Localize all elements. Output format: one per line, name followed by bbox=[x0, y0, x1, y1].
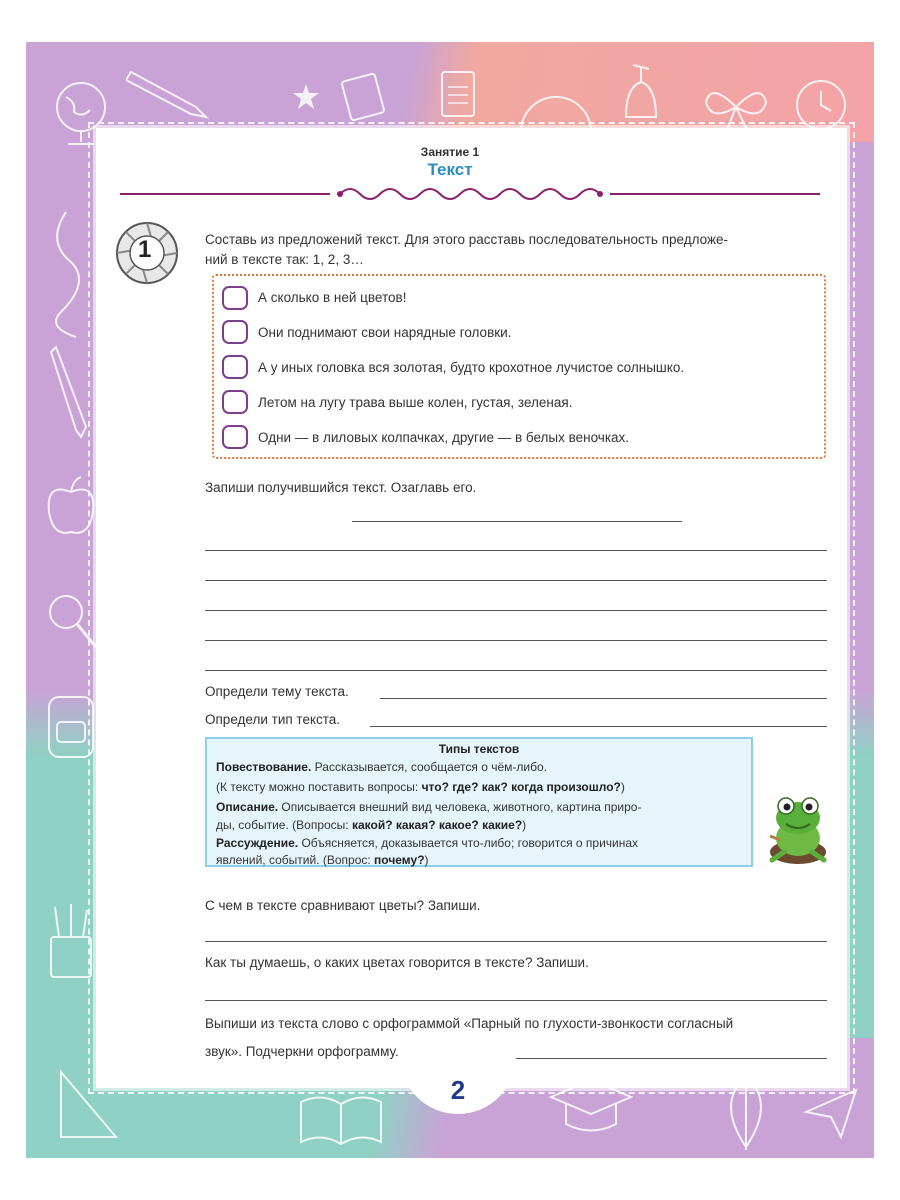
order-box-3[interactable] bbox=[222, 355, 248, 379]
theme-answer-line[interactable] bbox=[380, 698, 827, 699]
lesson-title: Текст bbox=[427, 160, 473, 179]
answer-line[interactable] bbox=[205, 580, 827, 581]
task-instruction-line2: ний в тексте так: 1, 2, 3… bbox=[205, 252, 364, 267]
calculator-icon bbox=[434, 67, 484, 127]
type-answer-line[interactable] bbox=[370, 726, 827, 727]
reasoning-questions-line: явлений, событий. (Вопрос: почему?) bbox=[216, 853, 429, 867]
text-types-title: Типы текстов bbox=[438, 742, 520, 756]
answer-line[interactable] bbox=[205, 550, 827, 551]
pencil-icon bbox=[126, 62, 216, 122]
sentence-1: А сколько в ней цветов! bbox=[258, 290, 407, 305]
question-1: С чем в тексте сравнивают цветы? Запиши. bbox=[205, 898, 481, 913]
lesson-label: Занятие 1 bbox=[420, 145, 480, 159]
description-questions-line: ды, событие. (Вопросы: какой? какая? какое? какие?) bbox=[216, 818, 527, 832]
question-2-answer-line[interactable] bbox=[205, 1000, 827, 1001]
ornament-divider-icon bbox=[330, 182, 610, 206]
task-number: 1 bbox=[138, 236, 152, 263]
question-3-line2: звук». Подчеркни орфограмму. bbox=[205, 1044, 399, 1059]
sentence-5: Одни — в лиловых колпачках, другие — в белых веночках. bbox=[258, 430, 630, 445]
star-icon bbox=[291, 82, 321, 112]
question-3-line1: Выпиши из текста слово с орфограммой «Парный по глухости-звонкости согласный bbox=[205, 1016, 734, 1031]
reasoning-line: Рассуждение. Объясняется, доказывается что-либо; говорится о причинах bbox=[216, 836, 639, 850]
frog-mascot-icon bbox=[762, 790, 834, 870]
sentence-3: А у иных головка вся золотая, будто крохотное лучистое солнышко. bbox=[258, 360, 685, 375]
order-box-4[interactable] bbox=[222, 390, 248, 414]
sentence-2: Они поднимают свои нарядные головки. bbox=[258, 325, 512, 340]
question-2: Как ты думаешь, о каких цветах говорится в тексте? Запиши. bbox=[205, 955, 589, 970]
answer-line[interactable] bbox=[205, 670, 827, 671]
order-box-5[interactable] bbox=[222, 425, 248, 449]
swirl-icon bbox=[36, 202, 96, 342]
order-box-1[interactable] bbox=[222, 286, 248, 310]
theme-prompt: Определи тему текста. bbox=[205, 684, 349, 699]
write-prompt: Запиши получившийся текст. Озаглавь его. bbox=[205, 480, 477, 495]
sentence-4: Летом на лугу трава выше колен, густая, зеленая. bbox=[258, 395, 573, 410]
description-line: Описание. Описывается внешний вид человека, животного, картина приро- bbox=[216, 800, 642, 814]
narration-questions-line: (К тексту можно поставить вопросы: что? где? как? когда произошло?) bbox=[216, 780, 625, 794]
task-instruction-line1: Составь из предложений текст. Для этого расставь последовательность предложе- bbox=[205, 232, 729, 247]
title-answer-line[interactable] bbox=[352, 521, 682, 522]
page-number: 2 bbox=[450, 1075, 466, 1105]
question-1-answer-line[interactable] bbox=[205, 941, 827, 942]
note-icon bbox=[336, 67, 396, 127]
answer-line[interactable] bbox=[205, 610, 827, 611]
order-box-2[interactable] bbox=[222, 320, 248, 344]
narration-line: Повествование. Рассказывается, сообщается о чём-либо. bbox=[216, 760, 547, 774]
answer-line[interactable] bbox=[205, 640, 827, 641]
type-prompt: Определи тип текста. bbox=[205, 712, 341, 727]
